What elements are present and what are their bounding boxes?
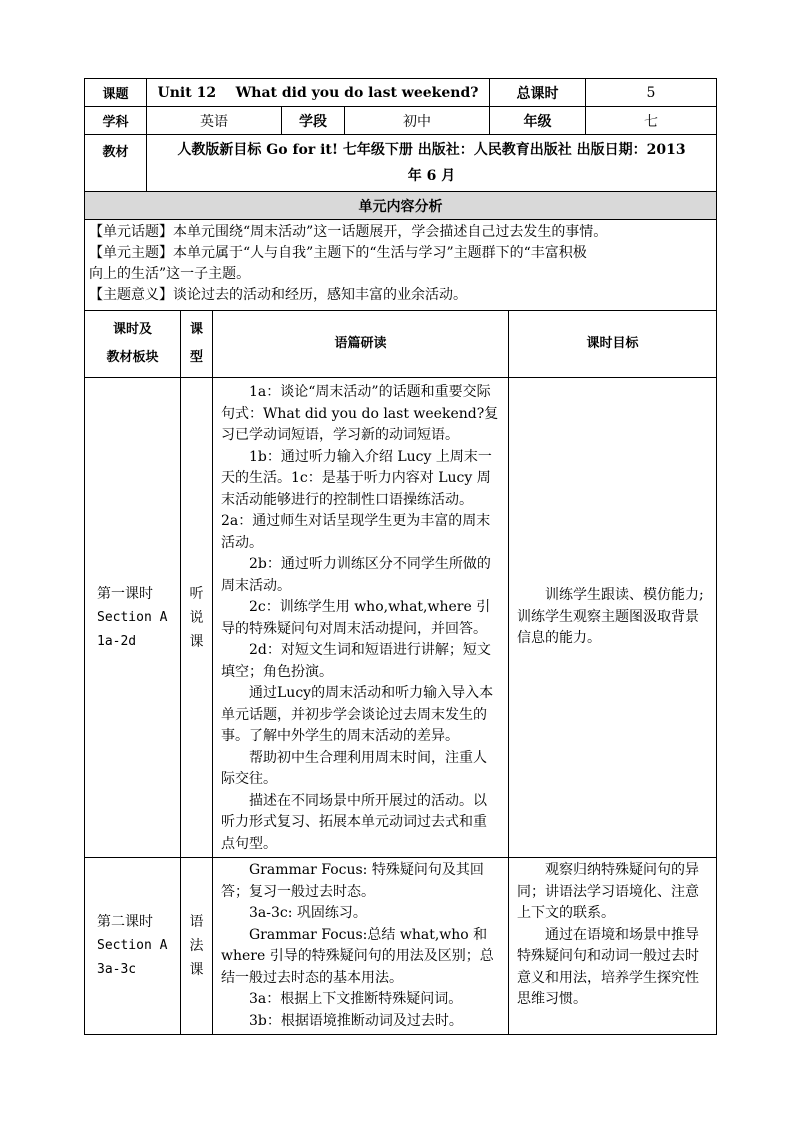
col-header-goals: 课时目标 [509, 311, 717, 378]
theme-meaning-line: 【主题意义】谈论过去的活动和经历，感知丰富的业余活动。 [89, 287, 467, 303]
unit-theme-line-2: 向上的生活”这一子主题。 [89, 266, 251, 282]
lesson-type-char: 听 [189, 585, 204, 602]
col-header-lesson-line-2: 教材板块 [106, 350, 159, 365]
table-row [85, 858, 717, 1035]
total-hours-value: 5 [586, 79, 717, 107]
study-paragraph: Grammar Focus:总结 what,who 和 where 引导的特殊疑问句的用法及区别；总结一般过去时态的基本用法。 [221, 926, 494, 986]
lesson-label [85, 378, 181, 858]
lesson-label-line-1: 第二课时 [97, 914, 153, 930]
study-paragraph: 3a：根据上下文推断特殊疑问词。 [249, 991, 463, 1007]
topic-label: 课题 [85, 79, 147, 107]
topic-value: Unit 12 What did you do last weekend? [147, 79, 490, 107]
col-header-study: 语篇研读 [213, 311, 509, 378]
lesson-type-char: 说 [189, 609, 204, 626]
textbook-line-1: 人教版新目标 Go for it! 七年级下册 出版社：人民教育出版社 出版日期：2013 [177, 142, 686, 158]
study-paragraph: 2c：训练学生用 who,what,where 引导的特殊疑问句对周末活动提问，并回答。 [221, 599, 491, 637]
stage-label: 学段 [282, 107, 345, 135]
study-paragraph: Grammar Focus: 特殊疑问句及其回答；复习一般过去时态。 [221, 862, 484, 900]
lesson-type-char: 课 [189, 962, 204, 978]
study-cell [213, 858, 509, 1035]
lesson-plan-document [84, 78, 716, 1035]
study-paragraph: 2d：对短文生词和短语进行讲解；短文填空；角色扮演。 [221, 642, 491, 680]
study-paragraph: 通过Lucy的周末活动和听力输入导入本单元话题，并初步学会谈论过去周末发生的事。了解中外学生的周末活动的差异。 [221, 685, 494, 744]
header-table [84, 78, 717, 311]
study-cell [213, 378, 509, 858]
lesson-type [181, 378, 213, 858]
textbook-line-2: 年 6 月 [407, 168, 456, 184]
study-paragraph: 1a：谈论“周末活动”的话题和重要交际句式：What did you do last weekend?复习已学动词短语，学习新的动词短语。 [221, 384, 499, 443]
textbook-label: 教材 [85, 135, 147, 192]
grade-value: 七 [586, 107, 717, 135]
lesson-label [85, 858, 181, 1035]
unit-topic-line: 【单元话题】本单元围绕“周末活动”这一话题展开，学会描述自己过去发生的事情。 [89, 224, 608, 240]
analysis-title: 单元内容分析 [85, 192, 717, 220]
lesson-table [84, 310, 717, 1035]
study-paragraph: 3b：根据语境推断动词及过去时。 [249, 1012, 463, 1029]
grade-label: 年级 [490, 107, 586, 135]
goal-paragraph: 通过在语境和场景中推导特殊疑问句和动词一般过去时意义和用法，培养学生探究性思维习惯。 [517, 926, 699, 1007]
unit-theme-line-1: 【单元主题】本单元属于“人与自我”主题下的“生活与学习”主题群下的“丰富积极 [89, 245, 587, 261]
goals-cell [509, 858, 717, 1035]
study-paragraph: 描述在不同场景中所开展过的活动。以听力形式复习、拓展本单元动词过去式和重点句型。 [221, 792, 487, 852]
col-header-lesson [85, 311, 181, 378]
subject-label: 学科 [85, 107, 147, 135]
study-paragraph: 帮助初中生合理利用周末时间，注重人际交往。 [221, 749, 487, 787]
lesson-type [181, 858, 213, 1035]
lesson-label-line-3: 1a-2d [97, 633, 137, 649]
lesson-label-line-2: Section A [97, 938, 168, 953]
lesson-label-line-2: Section A [97, 609, 168, 625]
lesson-type-char: 法 [189, 938, 204, 954]
stage-value: 初中 [345, 107, 490, 135]
col-header-lesson-line-1: 课时及 [112, 322, 152, 337]
lesson-label-line-1: 第一课时 [97, 585, 153, 602]
textbook-value [147, 135, 717, 192]
goal-paragraph: 观察归纳特殊疑问句的异同；讲语法学习语境化、注意上下文的联系。 [517, 862, 699, 921]
lesson-type-char: 课 [189, 633, 204, 650]
total-hours-label: 总课时 [490, 79, 586, 107]
col-header-type [181, 311, 213, 378]
col-header-type-line-1: 课 [189, 322, 203, 337]
study-paragraph: 2b：通过听力训练区分不同学生所做的周末活动。 [221, 556, 491, 594]
table-row [85, 378, 717, 858]
analysis-content [85, 220, 717, 311]
col-header-type-line-2: 型 [189, 350, 203, 365]
subject-value: 英语 [147, 107, 282, 135]
study-paragraph: 1b：通过听力输入介绍 Lucy 上周末一天的生活。1c：是基于听力内容对 Lucy 周末活动能够进行的控制性口语操练活动。2a：通过师生对话呈现学生更为丰富的周末活动。 [221, 448, 492, 551]
goals-cell [509, 378, 717, 858]
lesson-type-char: 语 [189, 914, 204, 930]
lesson-label-line-3: 3a-3c [97, 962, 137, 977]
study-paragraph: 3a-3c: 巩固练习。 [249, 905, 367, 921]
goal-paragraph: 训练学生跟读、模仿能力;训练学生观察主题图汲取背景信息的能力。 [517, 587, 704, 647]
